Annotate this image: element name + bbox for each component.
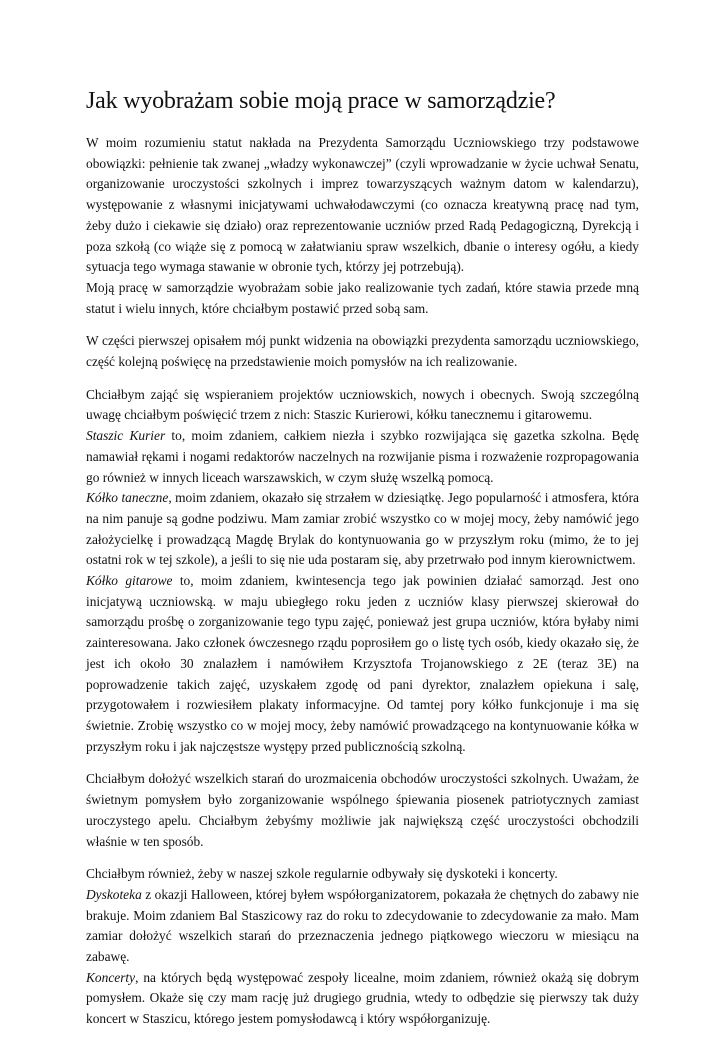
document-page bbox=[86, 84, 639, 1042]
paragraph-ceremonies: Chciałbym dołożyć wszelkich starań do urozmaicenia obchodów uroczystości szkolnych. Uważam, że świetnym pomysłem było zorganizowanie wspólnego śpiewania piosenek patriotycznych zamiast uroczystego apelu. Chciałbym żebyśmy możliwie jak największą część uroczystości obchodzili właśnie w ten sposób. bbox=[86, 771, 639, 849]
paragraph-duties-continuation: Moją pracę w samorządzie wyobrażam sobie jako realizowanie tych zadań, które stawia przede mną statut i wielu innych, które chciałbym postawić przed sobą sam. bbox=[86, 279, 639, 316]
taniec-text: , moim zdaniem, okazało się strzałem w dziesiątkę. Jego popularność i atmosfera, która na nim panuje są godne podziwu. Mam zamiar zrobić wszystko co w mojej mocy, żeby namówić jego założycielkę i prowadzącą Magdę Brylak do kontynuowania go w przyszłym roku (mimo, że to jej ostatni rok w tej szkole), a jeśli to się nie uda postaram się, aby przetrwało pod innym kierownictwem. bbox=[86, 490, 640, 568]
kurier-name: Staszic Kurier bbox=[86, 428, 166, 444]
paragraph-projects-intro: Chciałbym zająć się wspieraniem projektów uczniowskich, nowych i obecnych. Swoją szczególną uwagę chciałbym poświęcić trzem z nich: Staszic Kurierowi, kółku tanecznemu i gitarowemu. bbox=[86, 386, 639, 423]
taniec-item bbox=[86, 488, 639, 571]
kurier-item bbox=[86, 426, 639, 488]
gitara-text: to, moim zdaniem, kwintesencja tego jak powinien działać samorząd. Jest ono inicjatywą uczniowską. w maju ubiegłego roku jeden z uczniów klasy pierwszej skierował do samorządu prośbę o zorganizowanie tego typu zajęć, ponieważ jest grupa uczniów, która byłaby nimi zainteresowana. Jako członek ówczesnego rządu poprosiłem go o listę tych osób, kiedy okazało się, że jest ich około 30 znalazłem i namówiłem Krzysztofa Trojanowskiego z 2E (teraz 3E) na poprowadzenie takich zajęć, uzyskałem zgodę od pani dyrektor, znalazłem opiekuna i salę, przygotowałem i rozwiesiłem plakaty informacyjne. Od tamtej pory kółko funkcjonuje i ma się świetnie. Zrobię wszystko co w mojej mocy, żeby namówić prowadzącego na kontynuowanie kółka w przyszłym roku i jak najczęstsze występy przed publicznością szkolną. bbox=[86, 573, 639, 754]
dyskoteka-item bbox=[86, 885, 639, 968]
dyskoteka-name: Dyskoteka bbox=[86, 886, 142, 902]
paragraph-intro: W części pierwszej opisałem mój punkt widzenia na obowiązki prezydenta samorządu uczniowskiego, część kolejną poświęcę na przedstawienie moich pomysłów na ich realizowanie. bbox=[86, 333, 639, 370]
paragraph-duties bbox=[86, 133, 639, 319]
koncerty-item bbox=[86, 968, 639, 1030]
dyskoteka-text: z okazji Halloween, której byłem współorganizatorem, pokazała że chętnych do zabawy nie brakuje. Moim zdaniem Bal Staszicowy raz do roku to zdecydowanie to zdecydowanie za mało. Mam zamiar dołożyć wszelkich starań do przeznaczenia jednego piątkowego wieczoru w miesiącu na zabawę. bbox=[86, 886, 639, 965]
paragraph-duties-text: W moim rozumieniu statut nakłada na Prezydenta Samorządu Uczniowskiego trzy podstawowe obowiązki: pełnienie tak zwanej „władzy wykonawczej” (czyli wprowadzanie w życie uchwał Senatu, organizowanie uroczystości szkolnych i imprez towarzyszących ważnym datom w kalendarzu), występowanie z własnymi inicjatywami uchwałodawczymi (co oznacza kreatywną pracę nad tym, żeby dużo i ciekawie się działo) oraz reprezentowanie uczniów przed Radą Pedagogiczną, Dyrekcją i poza szkołą (co wiąże się z pomocą w załatwianiu spraw wszelkich, dbanie o interesy ogółu, a kiedy sytuacja tego wymaga stawanie w obronie tych, którzy jej potrzebują). bbox=[86, 135, 639, 275]
document-title: Jak wyobrażam sobie moją prace w samorządzie? bbox=[86, 88, 556, 114]
koncerty-name: Koncerty bbox=[86, 969, 136, 985]
gitara-item bbox=[86, 571, 639, 757]
kurier-text: to, moim zdaniem, całkiem niezła i szybko rozwijająca się gazetka szkolna. Będę namawiał rękami i nogami redaktorów naczelnych na rozwijanie pisma i rozważenie rozpropagowania go również w innych liceach warszawskich, w czym służę wszelką pomocą. bbox=[86, 428, 639, 485]
paragraph-events bbox=[86, 864, 639, 1030]
koncerty-text: , na których będą występować zespoły licealne, moim zdaniem, również okażą się dobrym pomysłem. Okaże się czy mam rację już drugiego grudnia, wtedy to odbędzie się pierwszy tak duży koncert w Staszicu, którego jestem pomysłodawcą i który współorganizuję. bbox=[86, 969, 639, 1027]
paragraph-events-intro: Chciałbym również, żeby w naszej szkole regularnie odbywały się dyskoteki i koncerty. bbox=[86, 866, 558, 882]
gitara-name: Kółko gitarowe bbox=[86, 573, 173, 589]
paragraph-projects bbox=[86, 385, 639, 758]
taniec-name: Kółko taneczne bbox=[86, 490, 169, 506]
